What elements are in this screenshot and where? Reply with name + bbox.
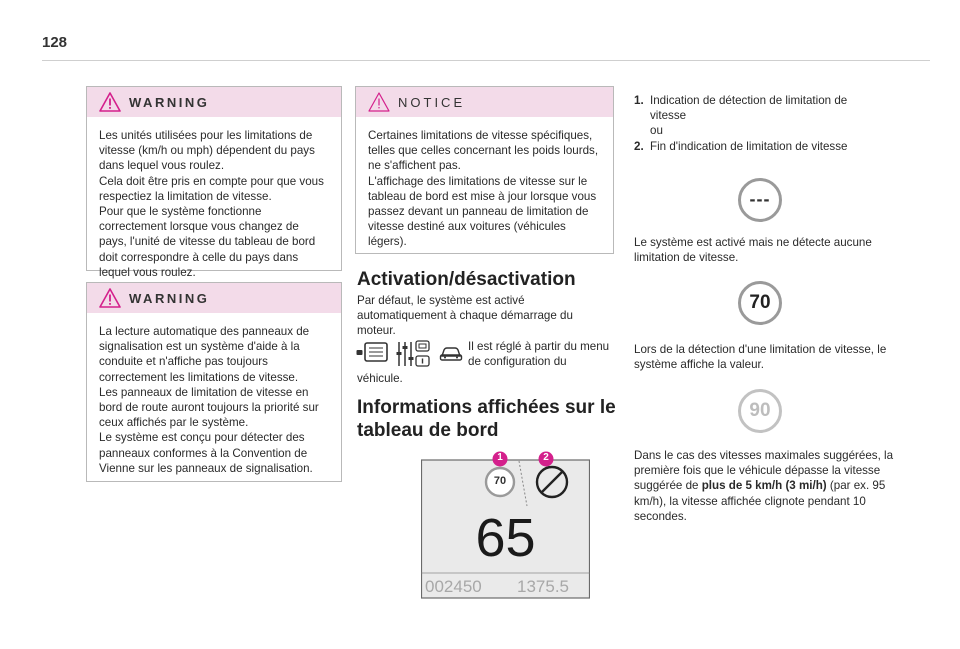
activation-text: Par défaut, le système est activé automatiquement à chaque démarrage du moteur.	[357, 294, 573, 338]
warning-line: Cela doit être pris en compte pour que vous respectiez la limitation de vitesse.	[99, 174, 324, 203]
info-heading	[357, 396, 619, 442]
info-heading-line: tableau de bord	[357, 420, 499, 441]
speed-limit-sign	[738, 281, 782, 325]
info-heading-line: Informations affichées sur le	[357, 397, 616, 418]
warning-box-reading	[86, 282, 342, 482]
notice-box	[355, 86, 614, 254]
no-limit-sign	[738, 178, 782, 222]
speed-limit-sign-value: 70	[493, 475, 507, 487]
odometer: 002450	[425, 577, 482, 596]
suggested-speed-text-part: Dans le cas des vitesses maximales suggérées, la première fois que le véhicule dépasse la vitesse suggérée de	[634, 449, 894, 493]
suggested-speed-text-part: (par ex. 95 km/h), la vitesse affichée clignote pendant 10 secondes.	[634, 479, 886, 523]
speed-limit-text: Lors de la détection d'une limitation de vitesse, le système affiche la valeur.	[634, 343, 887, 372]
suggested-speed-threshold: plus de 5 km/h (3 mi/h)	[701, 479, 827, 493]
trip-meter: 1375.5	[517, 577, 569, 596]
no-limit-sign-value: ---	[749, 189, 771, 209]
no-limit-text: Le système est activé mais ne détecte aucune limitation de vitesse.	[634, 236, 872, 265]
warning-line: Les unités utilisées pour les limitations de vitesse (km/h ou mph) dépendent du pays dans lequel vous roulez.	[99, 129, 315, 173]
warning-title: WARNING	[129, 291, 210, 306]
warning-line: La lecture automatique des panneaux de signalisation est un système d'aide à la conduite et n'affiche pas toujours correctement les limitations de vitesse.	[99, 325, 310, 384]
notice-line: L'affichage des limitations de vitesse sur le tableau de bord est mise à jour lorsque vous passez devant un panneau de limitation de vitesse destiné aux voitures (véhicules légers).	[368, 174, 597, 249]
notice-title: NOTICE	[398, 95, 466, 110]
warning-icon	[99, 288, 121, 308]
warning-header	[87, 283, 341, 313]
notice-body	[356, 117, 613, 260]
list-number: 2.	[634, 139, 644, 153]
suggested-speed-sign	[738, 389, 782, 433]
list-item	[634, 123, 884, 138]
notice-header	[356, 87, 613, 117]
suggested-speed-sign-value: 90	[749, 400, 771, 421]
speed-limit-sign-value: 70	[749, 292, 771, 313]
legend-list	[634, 93, 884, 154]
warning-line: Pour que le système fonctionne correctement lorsque vous changez de pays, l'unité de vitesse du tableau de bord doit correspondre à celle du pays dans lequel vous roulez.	[99, 205, 316, 279]
warning-icon	[99, 92, 121, 112]
warning-line: Les panneaux de limitation de vitesse en bord de route auront toujours la priorité sur ceux affichés par le système.	[99, 385, 319, 430]
callout-2: 2	[543, 452, 549, 463]
list-item	[634, 139, 884, 154]
warning-body	[87, 117, 341, 290]
callout-1: 1	[497, 452, 503, 463]
notice-line: Certaines limitations de vitesse spécifiques, telles que celles concernant les poids lourds, ne s'affichent pas.	[368, 129, 599, 173]
warning-title: WARNING	[129, 95, 210, 110]
page-number: 128	[42, 34, 68, 51]
list-text: ou	[650, 124, 663, 138]
menu-button-icon	[356, 341, 390, 365]
activation-heading: Activation/désactivation	[357, 269, 576, 290]
list-text: Fin d'indication de limitation de vitesse	[650, 139, 848, 153]
list-number: 1.	[634, 94, 644, 107]
current-speed: 65	[475, 508, 536, 568]
list-item	[634, 93, 884, 123]
warning-header	[87, 87, 341, 117]
suggested-speed-text	[634, 448, 894, 524]
header-rule	[42, 60, 930, 61]
list-text: Indication de détection de limitation de vitesse	[650, 94, 848, 123]
notice-icon	[368, 92, 390, 112]
warning-box-units	[86, 86, 342, 279]
menu-text: Il est réglé à partir du menu de configuration du	[468, 340, 610, 369]
instrument-cluster	[421, 449, 590, 599]
warning-line: Le système est conçu pour détecter des panneaux conformes à la Convention de Vienne sur les panneaux de signalisation.	[99, 431, 313, 475]
menu-icons	[356, 339, 466, 369]
menu-text-continued: véhicule.	[357, 372, 403, 385]
car-icon	[439, 345, 463, 363]
warning-body	[87, 313, 341, 486]
settings-icon	[395, 339, 431, 369]
